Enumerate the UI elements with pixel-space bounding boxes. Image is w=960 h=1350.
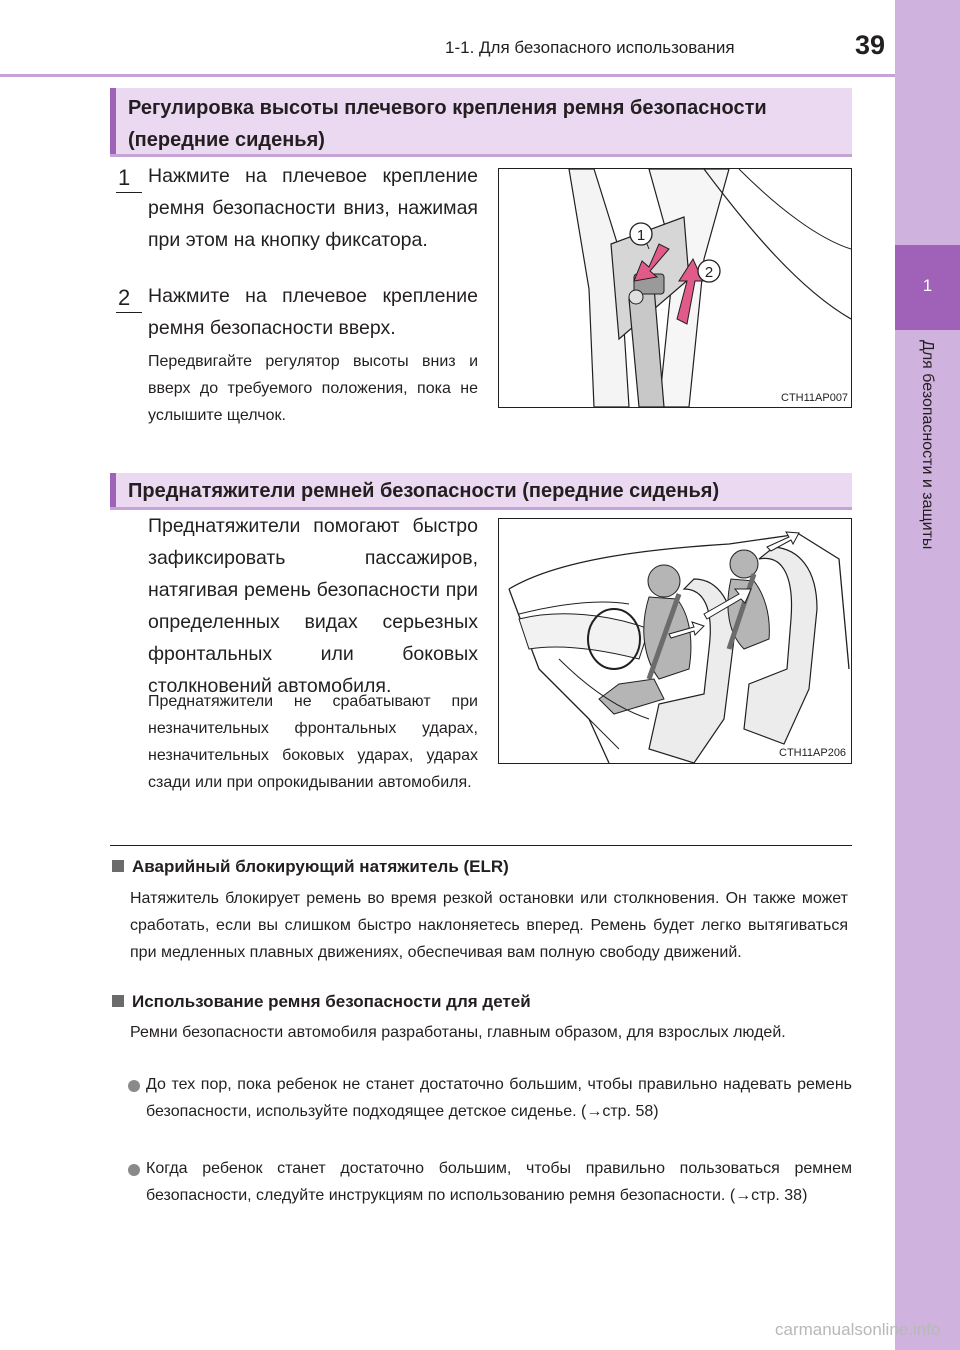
step-text-2: Нажмите на плечевое крепление ремня безопасности вверх. [148, 285, 478, 339]
section-heading-text: Преднатяжители ремней безопасности (передние сиденья) [128, 480, 720, 502]
running-header: 1-1. Для безопасного использования [445, 38, 735, 57]
step-note: Передвигайте регулятор высоты вниз и вверх до требуемого положения, пока не услышите щелчок. [148, 353, 478, 424]
note-text-children: Ремни безопасности автомобиля разработаны, главным образом, для взрослых людей. [130, 1024, 786, 1041]
note-heading-elr [112, 857, 509, 877]
figure-callout-2: 2 [704, 264, 714, 281]
bullet-child-seat: До тех пор, пока ребенок не станет достаточно большим, чтобы правильно надевать ремень безопасности, используйте подходящее детское сиденье. (→стр. 58) [146, 1076, 852, 1120]
chapter-tab-strip [895, 0, 960, 1350]
figure-code: CTH11AP206 [779, 747, 847, 759]
header-rule [0, 74, 895, 77]
section-heading-pretensioners [110, 473, 852, 509]
step-text-1: Нажмите на плечевое крепление ремня безопасности вниз, нажимая при этом на кнопку фиксатора. [148, 165, 478, 251]
figure-code: CTH11AP007 [781, 392, 849, 404]
step-number-1: 1 [118, 165, 131, 190]
figure-callout-1: 1 [636, 227, 646, 244]
step-number-2: 2 [118, 285, 131, 310]
note-heading-children [112, 992, 531, 1012]
notes-divider [110, 845, 852, 846]
square-bullet-icon [112, 860, 124, 872]
bullet-seat-belt: Когда ребенок станет достаточно большим, чтобы правильно пользоваться ремнем безопасности, следуйте инструкциям по использованию ремня безопасности. (→стр. 38) [146, 1160, 852, 1204]
pretensioner-illustration [499, 519, 851, 763]
figure-pretensioners [498, 518, 852, 764]
note-heading-text: Аварийный блокирующий натяжитель (ELR) [132, 857, 509, 876]
section-heading-text: Регулировка высоты плечевого крепления ремня безопасности (передние сиденья) [128, 97, 767, 151]
watermark: carmanualsonline.info [775, 1320, 941, 1339]
page-number: 39 [855, 30, 886, 60]
round-bullet-icon [128, 1080, 140, 1092]
chapter-number: 1 [922, 276, 933, 295]
section-heading-rule [110, 154, 852, 157]
note-text-elr: Натяжитель блокирует ремень во время резкой остановки или столкновения. Он также может сработать, если вы слишком быстро наклоняетесь вперед. Ремень будет легко вытягиваться при медленных плавных движениях, обеспечивая вам полную свободу движений. [130, 890, 848, 961]
figure-shoulder-anchor [498, 168, 852, 408]
pretensioner-description: Преднатяжители помогают быстро зафиксировать пассажиров, натягивая ремень безопасности при определенных видах серьезных фронтальных или боковых столкновений автомобиля. [148, 515, 478, 697]
note-heading-text: Использование ремня безопасности для детей [132, 992, 531, 1011]
section-heading-belt-height [110, 88, 852, 156]
square-bullet-icon [112, 995, 124, 1007]
chapter-title: Для безопасности и защиты [919, 340, 936, 550]
pretensioner-note: Преднатяжители не срабатывают при незначительных фронтальных ударах, незначительных боковых ударах, ударах сзади или при опрокидывании автомобиля. [148, 693, 478, 791]
shoulder-anchor-illustration [499, 169, 851, 407]
round-bullet-icon [128, 1164, 140, 1176]
chapter-title-vertical [896, 340, 958, 590]
